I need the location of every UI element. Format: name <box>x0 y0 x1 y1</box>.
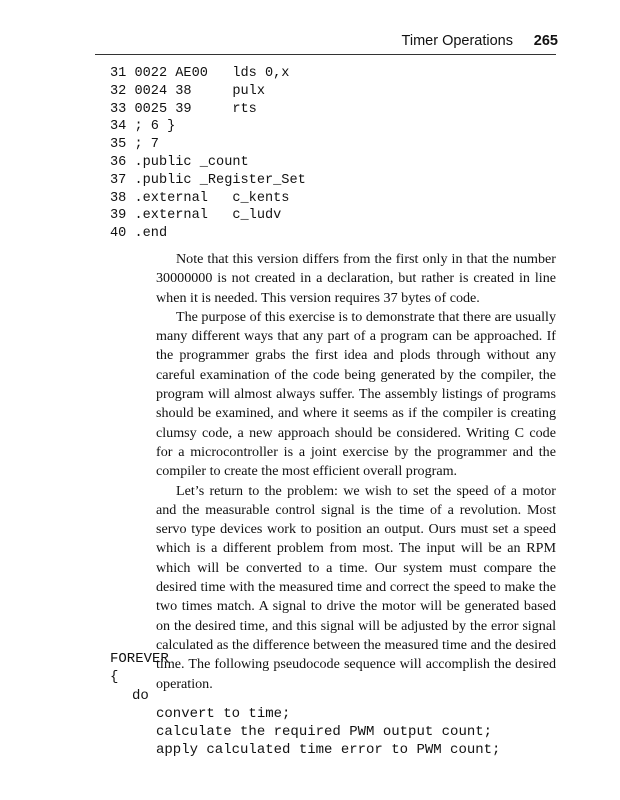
paragraph: Let’s return to the problem: we wish to set the speed of a motor and the measurable control signal is the time of a revolution. Most servo type devices work to position an output. Ours must set a speed which is a different problem from most. The input will be an RPM which will be converted to a time. Our system must compare the desired time with the measured time and correct the speed to make the two times match. A signal to drive the motor will be generated based on the desired time, and this signal will be adjusted by the error signal calculated as the difference between the measured time and the desired time. The following pseudocode sequence will accomplish the desired operation. <box>156 482 556 692</box>
body-text <box>156 250 556 694</box>
code-line: 36 .public _count <box>110 154 249 170</box>
code-line: 34 ; 6 } <box>110 119 176 135</box>
code-line: 39 .external c_ludv <box>110 208 282 224</box>
paragraph: The purpose of this exercise is to demonstrate that there are usually many different ways that any part of a program can be approached. If the programmer grabs the first idea and plods through without any careful examination of the code being generated by the compiler, the program will almost always suffer. The assembly listings of programs should be examined, and where it seems as if the compiler is creating clumsy code, a new approach should be considered. Writing C code for a microcontroller is a joint exercise by the programmer and the compiler to create the most efficient overall program. <box>156 308 557 480</box>
pseudocode-forever: FOREVER <box>110 651 169 667</box>
code-line: 40 .end <box>110 226 168 242</box>
assembly-listing <box>110 65 306 243</box>
pseudocode-block <box>110 650 500 760</box>
pseudocode-do: do <box>132 687 149 704</box>
code-line: 31 0022 AE00 lds 0,x <box>110 66 290 81</box>
pseudocode-line: apply calculated time error to PWM count; <box>156 742 501 759</box>
code-line: 38 .external c_kents <box>110 190 290 206</box>
pseudocode-line: convert to time; <box>156 705 291 722</box>
code-line: 32 0024 38 pulx <box>110 83 265 99</box>
header-rule <box>95 54 556 55</box>
pseudocode-line: calculate the required PWM output count; <box>156 724 493 741</box>
pseudocode-open-brace: { <box>110 669 119 686</box>
code-line: 35 ; 7 <box>110 137 159 153</box>
running-header <box>0 33 620 53</box>
page-number: 265 <box>533 33 558 49</box>
code-line: 37 .public _Register_Set <box>110 172 306 188</box>
chapter-title: Timer Operations <box>401 33 513 49</box>
paragraph: Note that this version differs from the first only in that the number 30000000 is not created in a declaration, but rather is created in line when it is needed. This version requires 37 bytes of code. <box>156 251 556 306</box>
code-line: 33 0025 39 rts <box>110 101 257 117</box>
